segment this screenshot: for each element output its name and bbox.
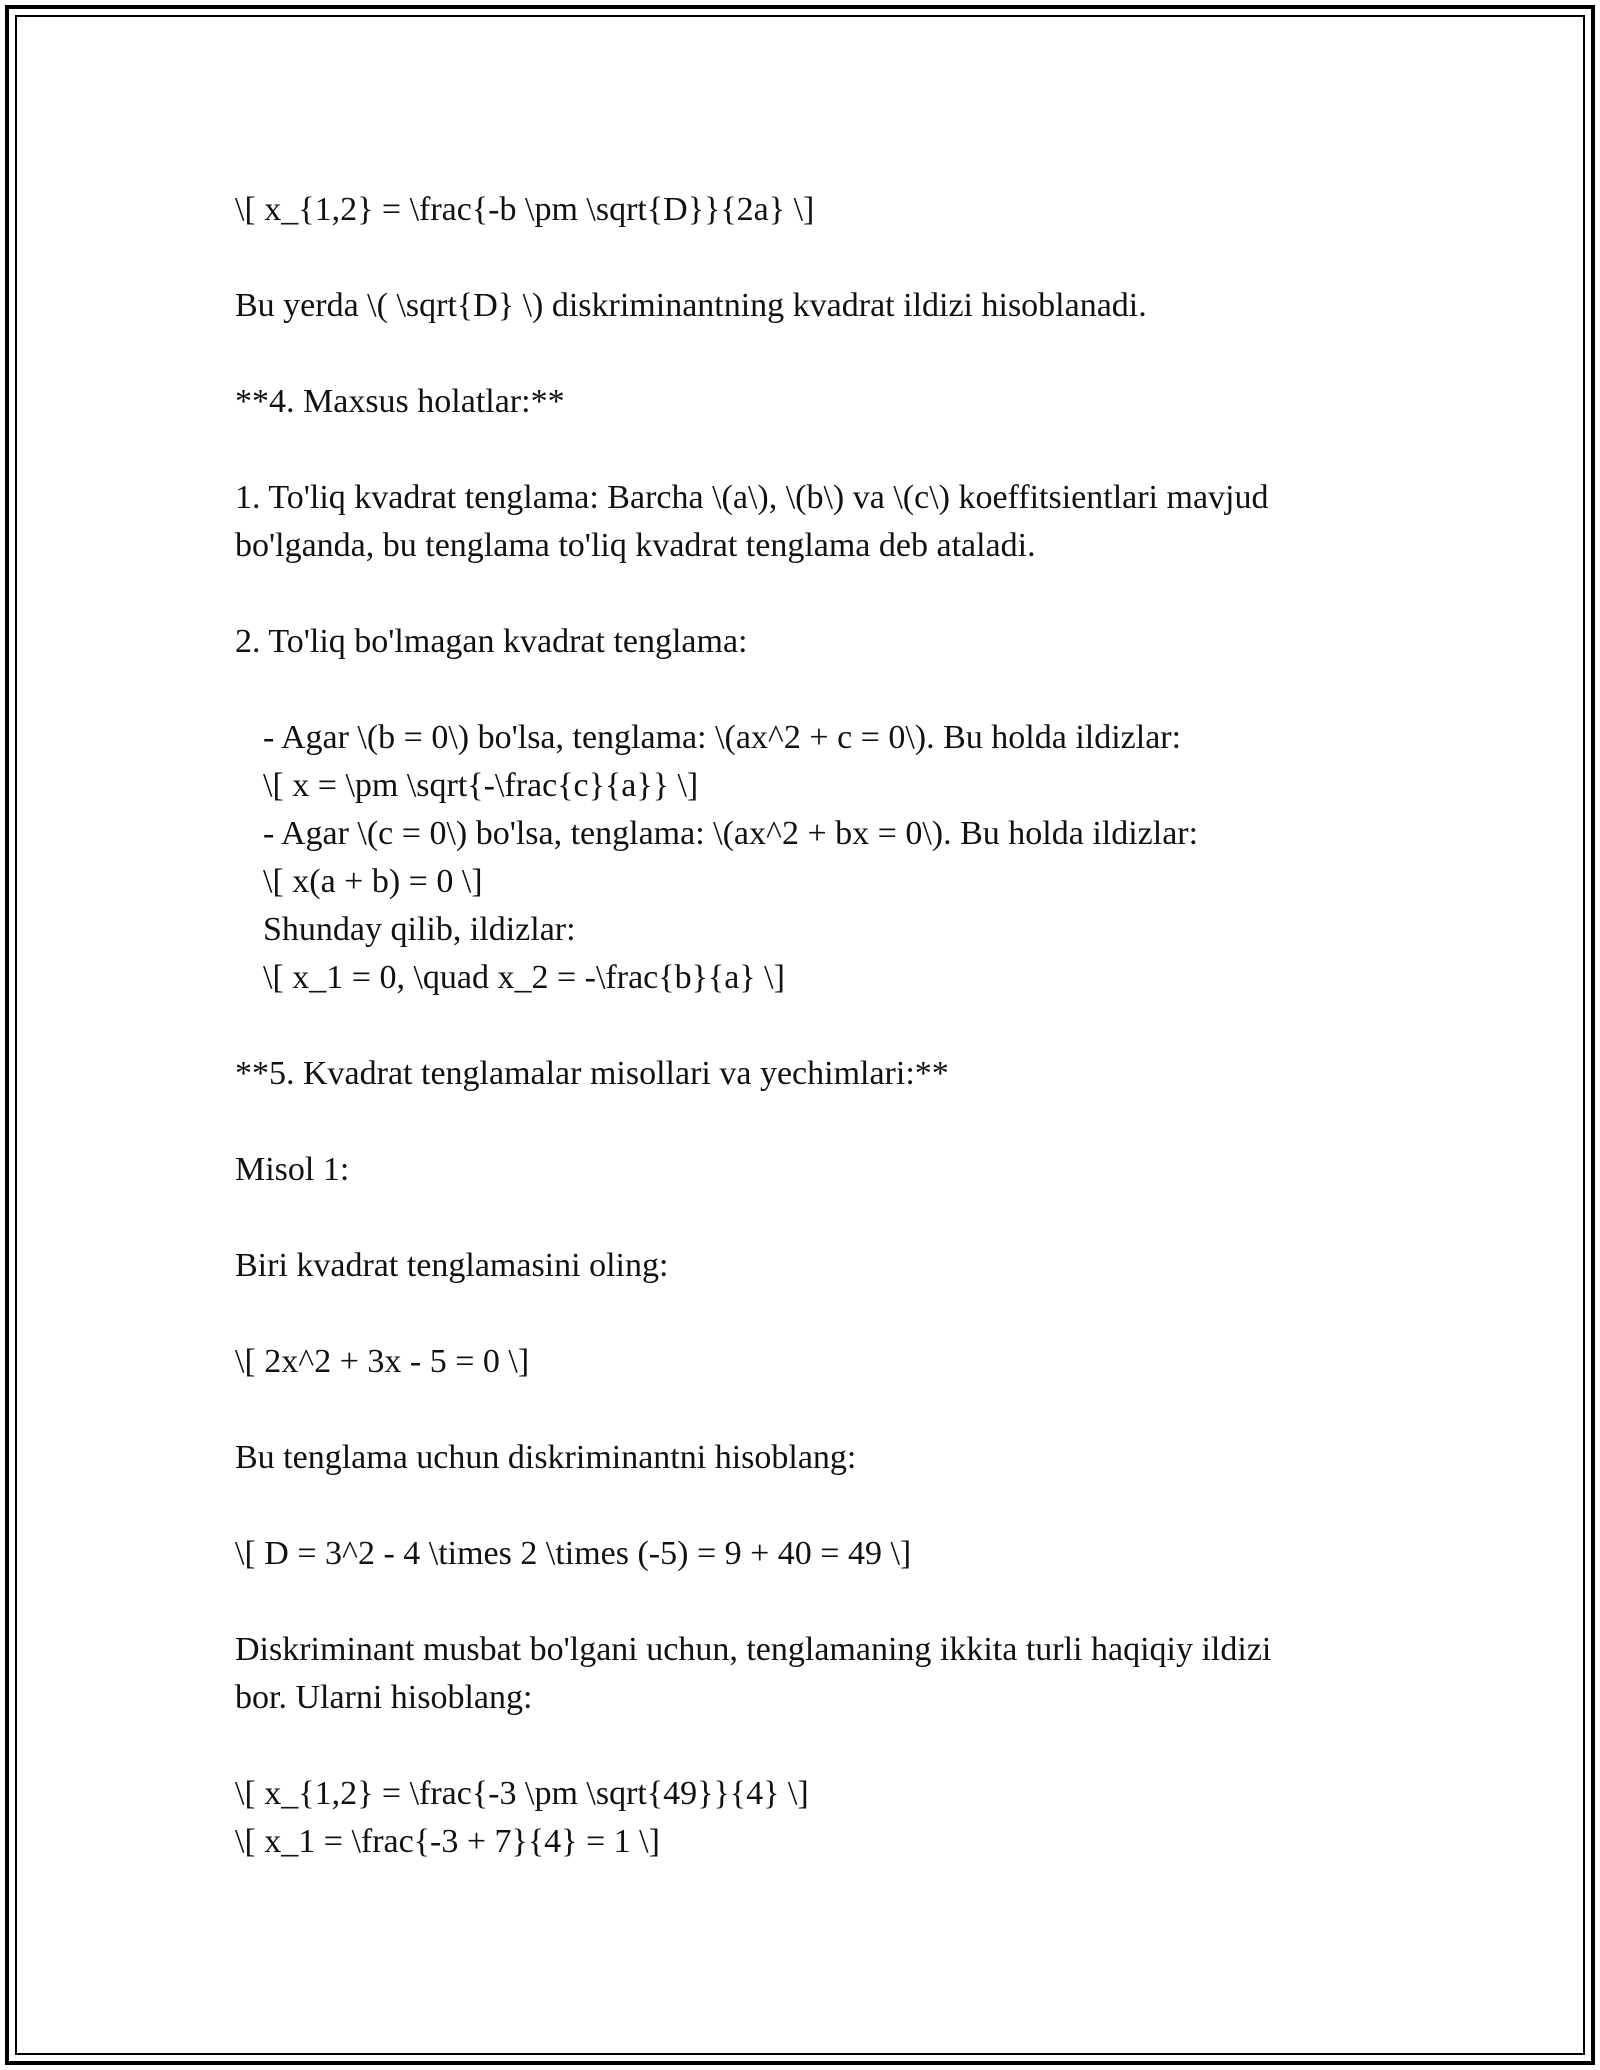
text-line: Biri kvadrat tenglamasini oling:	[235, 1247, 669, 1284]
blank-line	[235, 426, 1375, 474]
blank-line	[235, 666, 1375, 714]
formula-line: \[ x_{1,2} = \frac{-3 \pm \sqrt{49}}{4} \]	[235, 1775, 809, 1812]
text-line: Bu tenglama uchun diskriminantni hisoblang:	[235, 1439, 857, 1476]
blank-line	[235, 234, 1375, 282]
formula-line: \[ x = \pm \sqrt{-\frac{c}{a}} \]	[263, 767, 699, 804]
section-heading: **5. Kvadrat tenglamalar misollari va yechimlarі:**	[235, 1055, 949, 1092]
formula-line: \[ x_{1,2} = \frac{-b \pm \sqrt{D}}{2a} \]	[235, 191, 815, 228]
blank-line	[235, 1386, 1375, 1434]
blank-line	[235, 1290, 1375, 1338]
formula-line: \[ x_1 = 0, \quad x_2 = -\frac{b}{a} \]	[263, 959, 785, 996]
formula-line: \[ x_1 = \frac{-3 + 7}{4} = 1 \]	[235, 1823, 660, 1860]
document-body	[235, 186, 1375, 1866]
blank-line	[235, 1578, 1375, 1626]
text-line: Diskriminant musbat bo'lgani uchun, tenglamaning ikkita turli haqiqiy ildizi	[235, 1631, 1272, 1668]
text-line: 2. To'liq bo'lmagan kvadrat tenglama:	[235, 623, 748, 660]
blank-line	[235, 1722, 1375, 1770]
blank-line	[235, 1098, 1375, 1146]
blank-line	[235, 330, 1375, 378]
text-line: Shunday qilib, ildizlar:	[263, 911, 576, 948]
blank-line	[235, 570, 1375, 618]
list-item: - Agar \(c = 0\) bo'lsa, tenglama: \(ax^2 + bx = 0\). Bu holda ildizlar:	[263, 815, 1199, 852]
section-heading: **4. Maxsus holatlar:**	[235, 383, 565, 420]
list-item: - Agar \(b = 0\) bo'lsa, tenglama: \(ax^2 + c = 0\). Bu holda ildizlar:	[263, 719, 1182, 756]
blank-line	[235, 1194, 1375, 1242]
text-line: bo'lganda, bu tenglama to'liq kvadrat tenglama deb ataladi.	[235, 527, 1036, 564]
text-line: Bu yerda \( \sqrt{D} \) diskriminantning kvadrat ildizi hisoblanadi.	[235, 287, 1147, 324]
formula-line: \[ D = 3^2 - 4 \times 2 \times (-5) = 9 + 40 = 49 \]	[235, 1535, 912, 1572]
example-label: Misol 1:	[235, 1151, 350, 1188]
formula-line: \[ 2x^2 + 3x - 5 = 0 \]	[235, 1343, 530, 1380]
blank-line	[235, 1002, 1375, 1050]
text-line: bor. Ularni hisoblang:	[235, 1679, 533, 1716]
formula-line: \[ x(a + b) = 0 \]	[263, 863, 483, 900]
text-line: 1. To'liq kvadrat tenglama: Barcha \(a\), \(b\) va \(c\) koeffitsientlari mavjud	[235, 479, 1269, 516]
blank-line	[235, 1482, 1375, 1530]
